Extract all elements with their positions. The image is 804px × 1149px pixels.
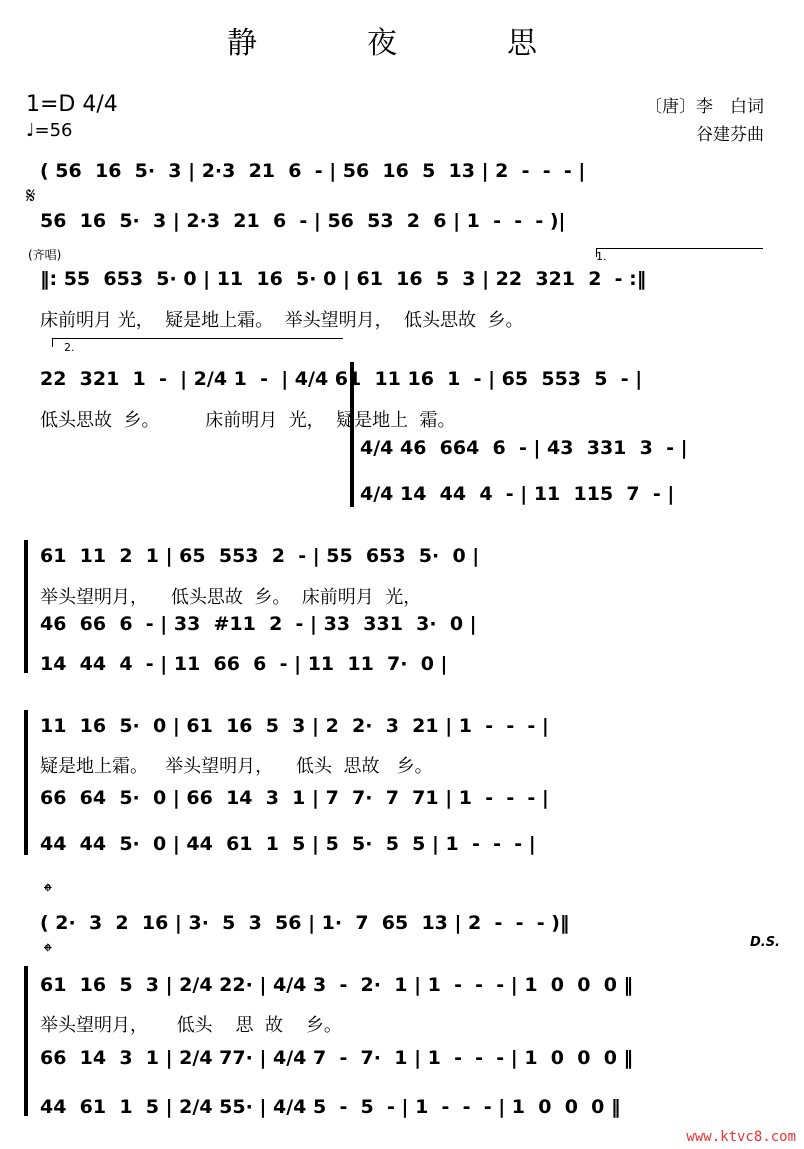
notation-line: 61 16 5 3 | 2/4 22· | 4/4 3 - 2· 1 | 1 - - - | 1 0 0 0 ‖ <box>40 974 634 996</box>
coda-mark-2: 𝄌 <box>44 940 52 965</box>
page-title: 静 夜 思 <box>227 26 577 61</box>
notation-line: 44 44 5· 0 | 44 61 1 5 | 5 5· 5 5 | 1 - - - | <box>40 833 536 855</box>
lyric-line: 床前明月 光， 疑是地上霜。 举头望明月， 低头思故 乡。 <box>40 310 524 331</box>
system-bracket <box>24 966 35 1116</box>
notation-line: 61 11 2 1 | 65 553 2 - | 55 653 5· 0 | <box>40 545 480 567</box>
notation-line: 4/4 14 44 4 - | 11 115 7 - | <box>360 483 675 505</box>
system-bracket <box>24 710 35 855</box>
volta-2: 2. <box>64 341 75 354</box>
lyric-line: 举头望明月， 低头思故 乡。 床前明月 光， <box>40 587 422 608</box>
notation-line: ( 2· 3 2 16 | 3· 5 3 56 | 1· 7 65 13 | 2 - - - )‖ <box>40 912 570 934</box>
system-bracket <box>24 540 35 673</box>
notation-line: 66 14 3 1 | 2/4 77· | 4/4 7 - 7· 1 | 1 - - - | 1 0 0 0 ‖ <box>40 1047 634 1069</box>
notation-line: 46 66 6 - | 33 #11 2 - | 33 331 3· 0 | <box>40 613 477 635</box>
notation-line: 44 61 1 5 | 2/4 55· | 4/4 5 - 5 - | 1 - - - | 1 0 0 0 ‖ <box>40 1096 621 1118</box>
tempo-mark: ♩=56 <box>26 120 73 141</box>
volta-2-bracket <box>52 338 343 347</box>
volta-1: 1. <box>596 250 607 263</box>
notation-line: 56 16 5· 3 | 2·3 21 6 - | 56 53 2 6 | 1 - - - )| <box>40 210 566 232</box>
notation-line: 14 44 4 - | 11 66 6 - | 11 11 7· 0 | <box>40 653 448 675</box>
segno-mark: 𝄋 <box>26 184 36 209</box>
notation-line: 66 64 5· 0 | 66 14 3 1 | 7 7· 7 71 | 1 - - - | <box>40 787 549 809</box>
lyric-line: 疑是地上霜。 举头望明月， 低头 思故 乡。 <box>40 756 433 777</box>
notation-line: 4/4 46 664 6 - | 43 331 3 - | <box>360 437 688 459</box>
key-signature: 1=D 4/4 <box>26 92 118 117</box>
site-watermark: www.ktvc8.com <box>686 1129 796 1145</box>
coda-mark: 𝄌 <box>44 880 52 905</box>
part-label: (齐唱) <box>28 248 62 262</box>
lyric-line: 举头望明月， 低头 思 故 乡。 <box>40 1015 342 1036</box>
notation-line: ( 56 16 5· 3 | 2·3 21 6 - | 56 16 5 13 | 2 - - - | <box>40 160 586 182</box>
lyric-line: 低头思故 乡。 床前明月 光， 疑是地上 霜。 <box>40 410 456 431</box>
volta-1-bracket <box>596 248 763 257</box>
lyricist-credit: 〔唐〕李 白词 <box>645 97 764 117</box>
ds-mark: D.S. <box>749 935 780 950</box>
system-bracket <box>350 362 361 507</box>
composer-credit: 谷建芬曲 <box>696 125 764 145</box>
notation-line: 11 16 5· 0 | 61 16 5 3 | 2 2· 3 21 | 1 - - - | <box>40 715 549 737</box>
notation-line: 22 321 1 - | 2/4 1 - | 4/4 61 11 16 1 - | 65 553 5 - | <box>40 368 643 390</box>
notation-line: ‖: 55 653 5· 0 | 11 16 5· 0 | 61 16 5 3 | 22 321 2 - :‖ <box>40 268 647 290</box>
